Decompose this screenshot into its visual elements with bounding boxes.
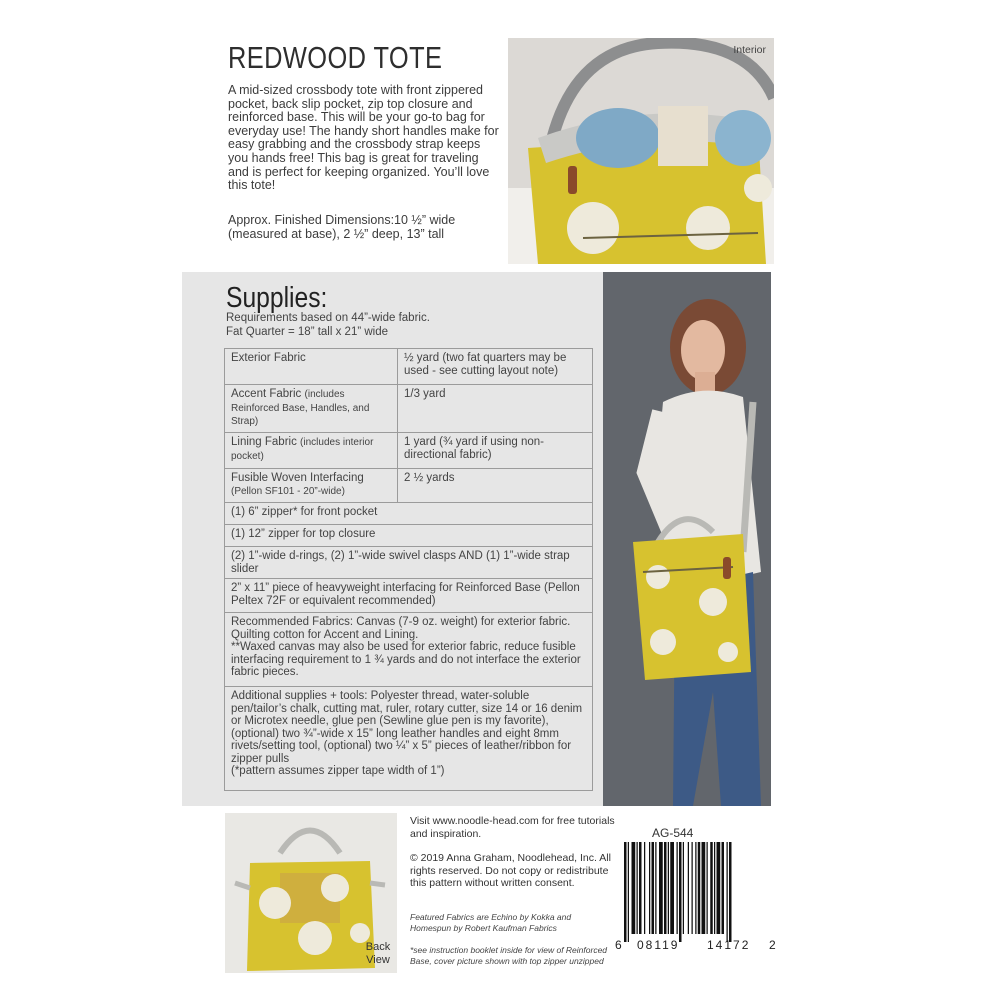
barcode-bar xyxy=(624,842,627,942)
interior-photo xyxy=(508,38,774,264)
barcode-bar xyxy=(722,842,725,934)
supply-line: (1) 12” zipper for top closure xyxy=(225,525,593,547)
barcode-bar xyxy=(707,842,708,934)
table-row xyxy=(225,503,593,525)
interior-photo-illustration xyxy=(508,38,774,264)
barcode-icon xyxy=(622,842,772,942)
barcode-bar xyxy=(628,842,629,942)
product-code: AG-544 xyxy=(652,826,694,840)
model-photo xyxy=(603,272,771,806)
barcode-right-digits: 14172 xyxy=(707,938,751,952)
barcode-bar xyxy=(677,842,678,934)
model-photo-illustration xyxy=(603,272,771,806)
table-row xyxy=(225,613,593,687)
supply-item: Accent Fabric (includes Reinforced Base, Handles, and Strap) xyxy=(225,385,398,433)
barcode-bar xyxy=(683,842,684,934)
supply-item: Lining Fabric (includes interior pocket) xyxy=(225,433,398,469)
additional-supplies-text: Additional supplies + tools: Polyester thread, water-soluble pen/tailor’s chalk, cutting mat, ruler, rotary cutter, size 14 or 16 denim or Microtex needle, glue pen (Sewline glue pen is my favorite), (optional) two ¾”-wide x 15” long leather handles and eight 8mm rivets/setting tool, (optional) two ¼” x 5” pieces of leather/ribbon for zipper pulls xyxy=(231,690,583,765)
table-row xyxy=(225,469,593,503)
copyright-notice: © 2019 Anna Graham, Noodlehead, Inc. All rights reserved. Do not copy or redistribute this pattern without written consent. xyxy=(410,852,611,889)
supply-line: (2) 1”-wide d-rings, (2) 1”-wide swivel clasps AND (1) 1”-wide strap slider xyxy=(225,547,593,579)
table-row xyxy=(225,547,593,579)
recommended-fabrics-text: Recommended Fabrics: Canvas (7-9 oz. weight) for exterior fabric. Quilting cotton for Accent and Lining. xyxy=(231,616,571,641)
barcode-bar xyxy=(688,842,689,934)
barcode-bar xyxy=(649,842,650,934)
barcode-bar xyxy=(717,842,721,934)
barcode-bar xyxy=(652,842,655,934)
supply-amount: 2 ½ yards xyxy=(398,469,593,503)
back-view-label: Back View xyxy=(365,941,391,966)
table-row xyxy=(225,385,593,433)
fat-quarter-note: Fat Quarter = 18” tall x 21” wide xyxy=(226,326,389,338)
supplies-table xyxy=(224,348,593,791)
intro-paragraph: A mid-sized crossbody tote with front zippered pocket, back slip pocket, zip top closure and reinforced base. This will be your go-to bag for everyday use! The handy short handles make for easy grabbing and the crossbody strap keeps you hands free! This bag is great for traveling and is perfect for keeping organized. You’ll love this tote! xyxy=(228,83,499,193)
table-row xyxy=(225,433,593,469)
barcode-bar xyxy=(727,842,728,942)
supply-amount: 1 yard (¾ yard if using non-directional fabric) xyxy=(398,433,593,469)
instruction-note: *see instruction booklet inside for view of Reinforced Base, cover picture shown with top zipper unzipped xyxy=(410,945,608,966)
featured-fabrics-note: Featured Fabrics are Echino by Kokka and Homespun by Robert Kaufman Fabrics xyxy=(410,912,572,933)
barcode-bar xyxy=(639,842,642,934)
table-row xyxy=(225,579,593,613)
barcode-bar xyxy=(664,842,667,934)
barcode-bar xyxy=(695,842,696,934)
supply-amount: 1/3 yard xyxy=(398,385,593,433)
barcode-bar xyxy=(710,842,713,934)
supply-line: (1) 6” zipper* for front pocket xyxy=(225,503,593,525)
barcode-bar xyxy=(655,842,656,934)
barcode-left-digits: 08119 xyxy=(637,938,680,952)
back-view-photo xyxy=(225,813,397,973)
barcode-bar xyxy=(702,842,706,934)
supply-amount: ½ yard (two fat quarters may be used - see cutting layout note) xyxy=(398,349,593,385)
table-row xyxy=(225,349,593,385)
barcode-first-digit: 6 xyxy=(615,938,622,952)
additional-supplies xyxy=(225,687,593,791)
zipper-tape-note: (*pattern assumes zipper tape width of 1”) xyxy=(231,765,445,777)
supplies-heading: Supplies: xyxy=(226,282,328,314)
finished-dimensions: Approx. Finished Dimensions:10 ½” wide (measured at base), 2 ½” deep, 13” tall xyxy=(228,213,456,241)
barcode-last-digit: 2 xyxy=(769,938,776,952)
recommended-fabrics xyxy=(225,613,593,687)
barcode-bar xyxy=(729,842,732,942)
barcode-bar xyxy=(698,842,701,934)
page-title: REDWOOD TOTE xyxy=(228,40,443,75)
barcode-bar xyxy=(670,842,674,934)
barcode-bar xyxy=(632,842,636,934)
barcode-bar xyxy=(679,842,682,942)
barcode-bar xyxy=(692,842,693,934)
supply-item-note: (Pellon SF101 - 20”-wide) xyxy=(231,485,345,497)
barcode-bar xyxy=(637,842,638,934)
barcode-bar xyxy=(644,842,645,934)
supply-item-note: (includes Reinforced Base, Handles, and Strap) xyxy=(231,389,370,427)
interior-label: Interior xyxy=(733,44,766,56)
waxed-canvas-note: **Waxed canvas may also be used for exterior fabric, reduce fusible interfacing requirement to 1 ¾ yards and do not interface the exterior fabric pieces. xyxy=(231,641,581,678)
supply-item-note: (includes interior pocket) xyxy=(231,437,374,462)
requirements-note: Requirements based on 44”-wide fabric. xyxy=(226,312,430,324)
website-note: Visit www.noodle-head.com for free tutorials and inspiration. xyxy=(410,815,615,840)
barcode-bar xyxy=(668,842,669,934)
supply-item: Exterior Fabric xyxy=(225,349,398,385)
supply-line: 2” x 11” piece of heavyweight interfacing for Reinforced Base (Pellon Peltex 72F or equivalent recommended) xyxy=(225,579,593,613)
table-row xyxy=(225,687,593,791)
supply-item: Fusible Woven Interfacing (Pellon SF101 - 20”-wide) xyxy=(225,469,398,503)
barcode-bar xyxy=(714,842,715,934)
table-row xyxy=(225,525,593,547)
barcode-bar xyxy=(659,842,663,934)
